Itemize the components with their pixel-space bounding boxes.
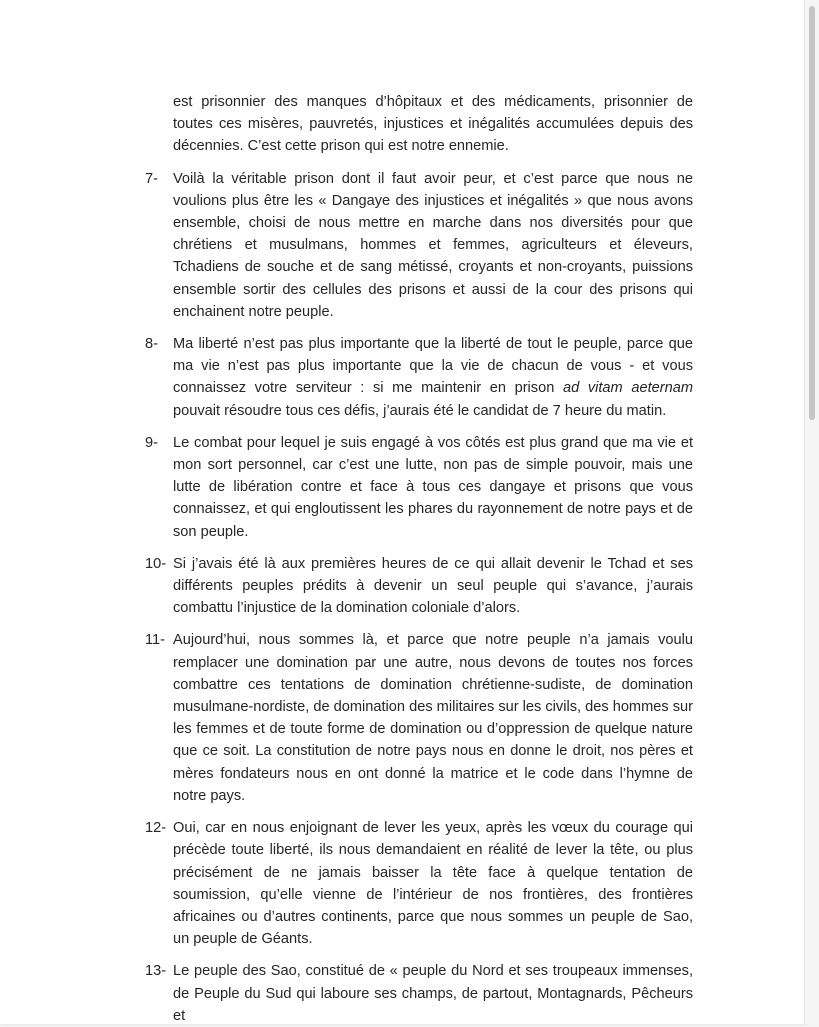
- list-item-12: [145, 817, 693, 950]
- item-text: Le combat pour lequel je suis engagé à vos côtés est plus grand que ma vie et mon sort personnel, car c’est une lutte, non pas de simple pouvoir, mais une lutte de libération contre et face à tous ces dangaye et prisons que vous connaissez, et qui engloutissent les phares du rayonnement de notre pays et de son peuple.: [173, 434, 693, 540]
- scrollbar-thumb[interactable]: [809, 6, 815, 420]
- item-text-part: Ma liberté n’est pas plus importante que la liberté de tout le peuple, parce que ma vie n’est pas plus importante que la vie de chacun de vous - et vous connaissez votre serviteur : si me maintenir en prison: [173, 336, 693, 397]
- latin-phrase: ad vitam aeternam: [562, 380, 693, 397]
- list-item-13: [145, 960, 693, 1027]
- list-item-10: [145, 553, 693, 620]
- item-text: [173, 333, 693, 422]
- item-text: Aujourd’hui, nous sommes là, et parce que notre peuple n’a jamais voulu remplacer une domination par une autre, nous devons de toutes nos forces combattre ces tentations de domination chrétienne-sudiste, de domination musulmane-nordiste, de domination des militaires sur les civils, des hommes sur les femmes et de toute forme de domination ou d’oppression de quelque nature que ce soit. La constitution de notre pays nous en donne le droit, nos pères et mères fondateurs nous en ont donné la matrice et le code dans l’hymne de notre pays.: [173, 632, 693, 804]
- list-item-7: [145, 168, 693, 323]
- document-body: [145, 91, 693, 1027]
- item-text: Si j’avais été là aux premières heures de ce qui allait devenir le Tchad et ses différents peuples prédits à devenir un seul peuple qui s’avance, j’aurais combattu l’injustice de la domination coloniale d’alors.: [173, 555, 693, 617]
- vertical-scrollbar[interactable]: [804, 0, 819, 1024]
- list-item-11: [145, 629, 693, 807]
- item-number: 12-: [145, 820, 167, 837]
- item-number: 10-: [145, 555, 167, 572]
- item-text-part: pouvait résoudre tous ces défis, j’aurais été le candidat de 7 heure du matin.: [173, 402, 667, 419]
- item-number: 11-: [145, 632, 166, 649]
- list-item-9: [145, 432, 693, 543]
- item-number: 8-: [145, 336, 158, 353]
- item-text: Le peuple des Sao, constitué de « peuple du Nord et ses troupeaux immenses, de Peuple du Sud qui laboure ses champs, de partout, Montagnards, Pêcheurs et: [173, 963, 693, 1024]
- item-number: 9-: [145, 434, 158, 451]
- item-number: 7-: [145, 170, 158, 187]
- item-number: 13-: [145, 963, 167, 980]
- intro-paragraph: est prisonnier des manques d’hôpitaux et des médicaments, prisonnier de toutes ces misères, pauvretés, injustices et inégalités accumulées depuis des décennies. C’est cette prison qui est notre ennemie.: [173, 94, 693, 155]
- item-text: Voilà la véritable prison dont il faut avoir peur, et c’est parce que nous ne voulions plus être les « Dangaye des injustices et inégalités » que nous avons ensemble, choisi de nous mettre en marche dans nos diversités pour que chrétiens et musulmans, hommes et femmes, agriculteurs et éleveurs, Tchadiens de souche et de sang métissé, croyants et non-croyants, puissions ensemble sortir des cellules des prisons et aussi de la cour des prisons qui enchainent notre peuple.: [173, 170, 693, 320]
- item-text: Oui, car en nous enjoignant de lever les yeux, après les vœux du courage qui précède toute liberté, ils nous demandaient en réalité de lever la tête, ou plus précisément de ne jamais baisser la tête face à quelque tentation de soumission, qu’elle vienne de l’intérieur de nos frontières, des frontières africaines ou d’autres continents, parce que nous sommes un peuple de Sao, un peuple de Géants.: [173, 820, 693, 948]
- list-item-8: [145, 333, 693, 422]
